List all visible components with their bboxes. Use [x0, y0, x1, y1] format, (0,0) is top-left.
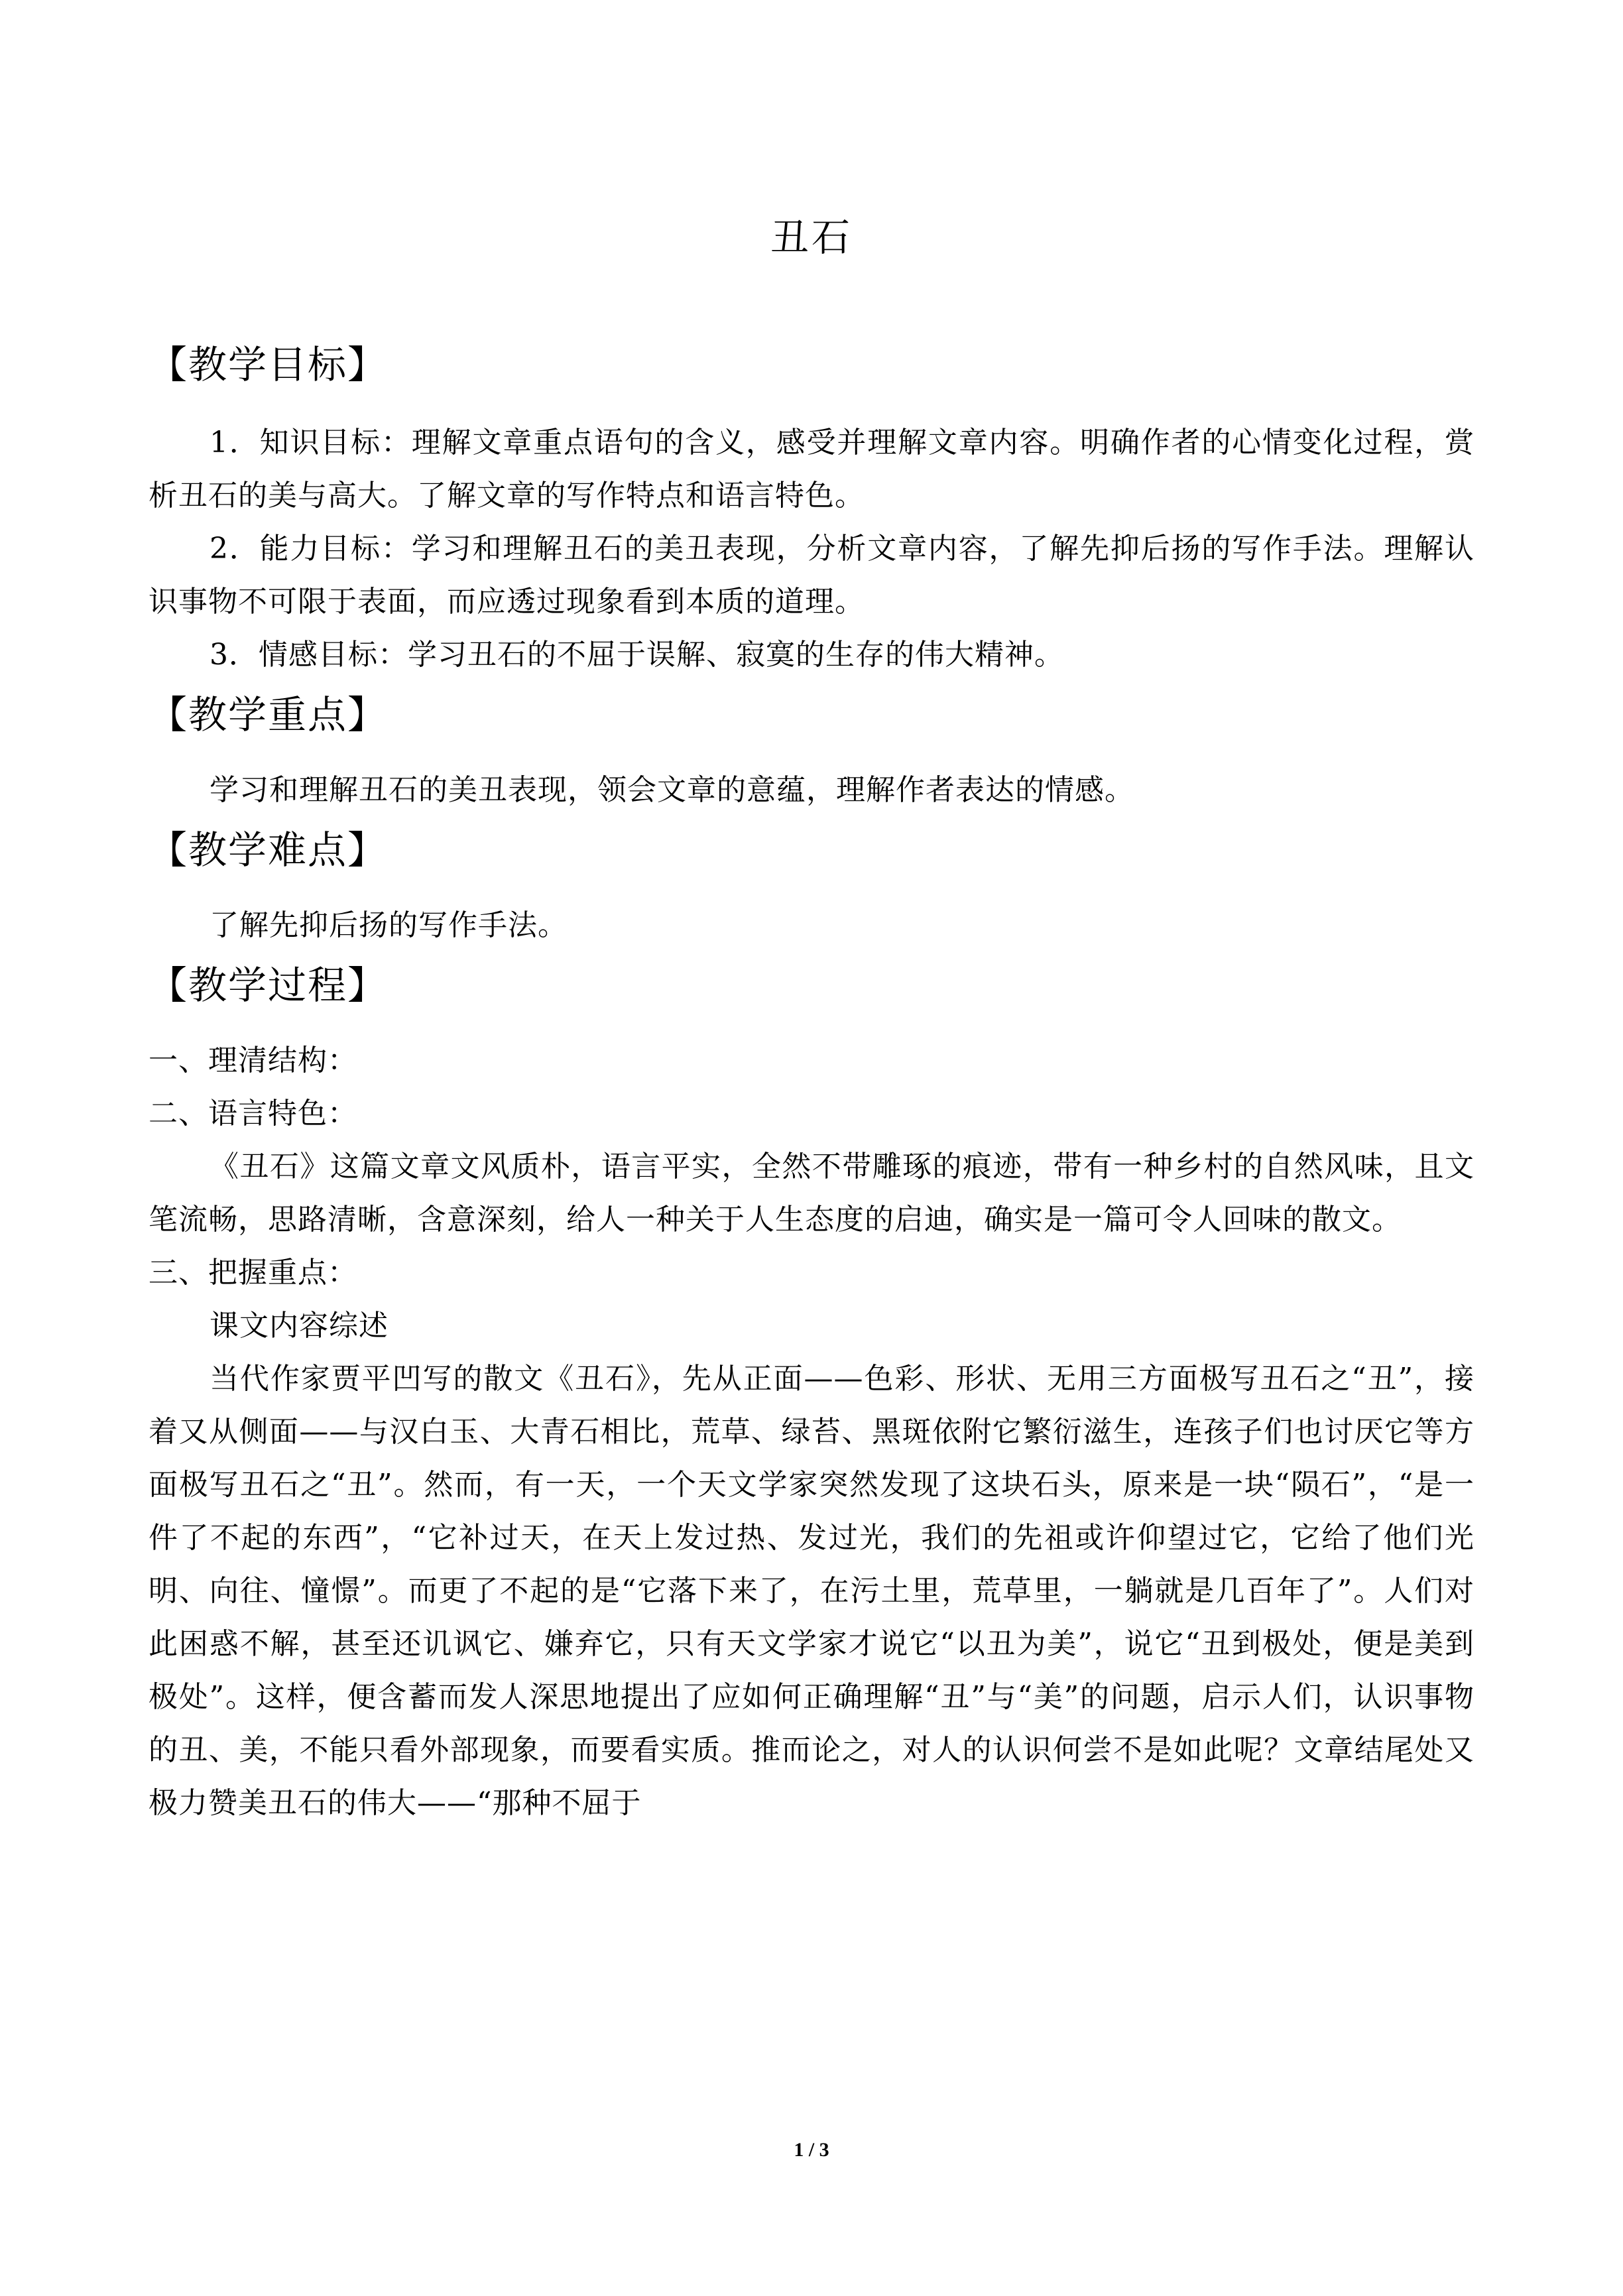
difficulties-text: 了解先抑后扬的写作手法。 — [210, 908, 568, 942]
page-number: 1 / 3 — [794, 2139, 829, 2161]
language-feature-text: 《丑石》这篇文章文风质朴，语言平实，全然不带雕琢的痕迹，带有一种乡村的自然风味，且文笔流畅，思路清晰，含意深刻，给人一种关于人生态度的启迪，确实是一篇可令人回味的散文。 — [149, 1150, 1474, 1237]
objective-item-ability: 2．能力目标：学习和理解丑石的美丑表现，分析文章内容，了解先抑后扬的写作手法。理解认识事物不可限于表面，而应透过现象看到本质的道理。 — [149, 532, 1474, 619]
spacer — [149, 398, 1474, 416]
process-heading: 【教学过程】 — [149, 963, 388, 1008]
key-points-text: 学习和理解丑石的美丑表现，领会文章的意蕴，理解作者表达的情感。 — [210, 773, 1134, 807]
key-points-heading: 【教学重点】 — [149, 692, 388, 737]
summary-text: 当代作家贾平凹写的散文《丑石》，先从正面——色彩、形状、无用三方面极写丑石之“丑”，接着又从侧面——与汉白玉、大青石相比，荒草、绿苔、黑斑依附它繁衍滋生，连孩子们也讨厌它等方面极写丑石之“丑”。然而，有一天，一个天文学家突然发现了这块石头，原来是一块“陨石”，“是一件了不起的东西”，“它补过天，在天上发过热、发过光，我们的先祖或许仰望过它，它给了他们光明、向往、憧憬”。而更了不起的是“它落下来了，在污土里，荒草里，一躺就是几百年了”。人们对此困惑不解，甚至还讥讽它、嫌弃它，只有天文学家才说它“以丑为美”，说它“丑到极处，便是美到极处”。这样，便含蓄而发人深思地提出了应如何正确理解“丑”与“美”的问题，启示人们，认识事物的丑、美，不能只看外部现象，而要看实质。推而论之，对人的认识何尝不是如此呢？文章结尾处又极力赞美丑石的伟大——“那种不屈于 — [149, 1362, 1474, 1820]
spacer — [149, 883, 1474, 899]
process-step-key-points: 三、把握重点： — [149, 1256, 357, 1290]
summary-label: 课文内容综述 — [210, 1309, 389, 1343]
process-step-language: 二、语言特色： — [149, 1097, 357, 1130]
objectives-heading: 【教学目标】 — [149, 342, 388, 387]
objective-item-knowledge: 1．知识目标：理解文章重点语句的含义，感受并理解文章内容。明确作者的心情变化过程，赏析丑石的美与高大。了解文章的写作特点和语言特色。 — [149, 426, 1474, 513]
spacer — [149, 748, 1474, 764]
process-step-structure: 一、理清结构： — [149, 1044, 357, 1077]
difficulties-heading: 【教学难点】 — [149, 827, 388, 873]
spacer — [149, 1018, 1474, 1034]
objective-item-emotion: 3．情感目标：学习丑石的不屈于误解、寂寞的生存的伟大精神。 — [210, 638, 1064, 672]
document-title: 丑石 — [770, 215, 853, 260]
document-body — [149, 332, 1474, 1830]
